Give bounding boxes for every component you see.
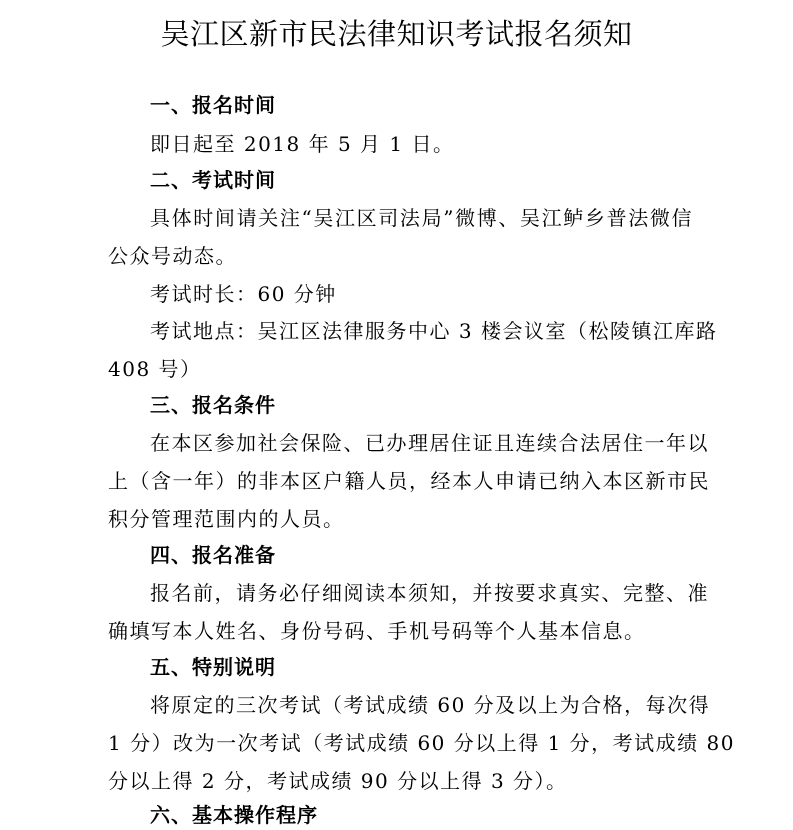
paragraph-line: 即日起至 2018 年 5 月 1 日。 (150, 132, 455, 156)
paragraph-line: 上（含一年）的非本区户籍人员，经本人申请已纳入本区新市民 (108, 469, 710, 493)
paragraph-line: 积分管理范围内的人员。 (108, 507, 345, 531)
section-heading-6: 六、基本操作程序 (150, 803, 318, 827)
paragraph-line: 具体时间请关注“吴江区司法局”微博、吴江鲈乡普法微信 (150, 206, 693, 230)
paragraph-line: 将原定的三次考试（考试成绩 60 分及以上为合格，每次得 (150, 693, 711, 717)
paragraph-line: 408 号） (108, 357, 202, 381)
section-heading-3: 三、报名条件 (150, 393, 276, 417)
document-title: 吴江区新市民法律知识考试报名须知 (160, 17, 633, 51)
paragraph-line: 考试地点：吴江区法律服务中心 3 楼会议室（松陵镇江库路 (150, 319, 718, 343)
section-heading-1: 一、报名时间 (150, 93, 276, 117)
paragraph-line: 分以上得 2 分，考试成绩 90 分以上得 3 分）。 (108, 769, 568, 793)
section-heading-5: 五、特别说明 (150, 655, 276, 679)
paragraph-line: 1 分）改为一次考试（考试成绩 60 分以上得 1 分，考试成绩 80 (108, 731, 735, 755)
paragraph-line: 确填写本人姓名、身份号码、手机号码等个人基本信息。 (108, 619, 646, 643)
paragraph-line: 考试时长：60 分钟 (150, 282, 337, 306)
section-heading-4: 四、报名准备 (150, 543, 276, 567)
paragraph-line: 公众号动态。 (108, 244, 237, 268)
section-heading-2: 二、考试时间 (150, 168, 276, 192)
paragraph-line: 在本区参加社会保险、已办理居住证且连续合法居住一年以 (150, 431, 709, 455)
paragraph-line: 报名前，请务必仔细阅读本须知，并按要求真实、完整、准 (150, 581, 709, 605)
